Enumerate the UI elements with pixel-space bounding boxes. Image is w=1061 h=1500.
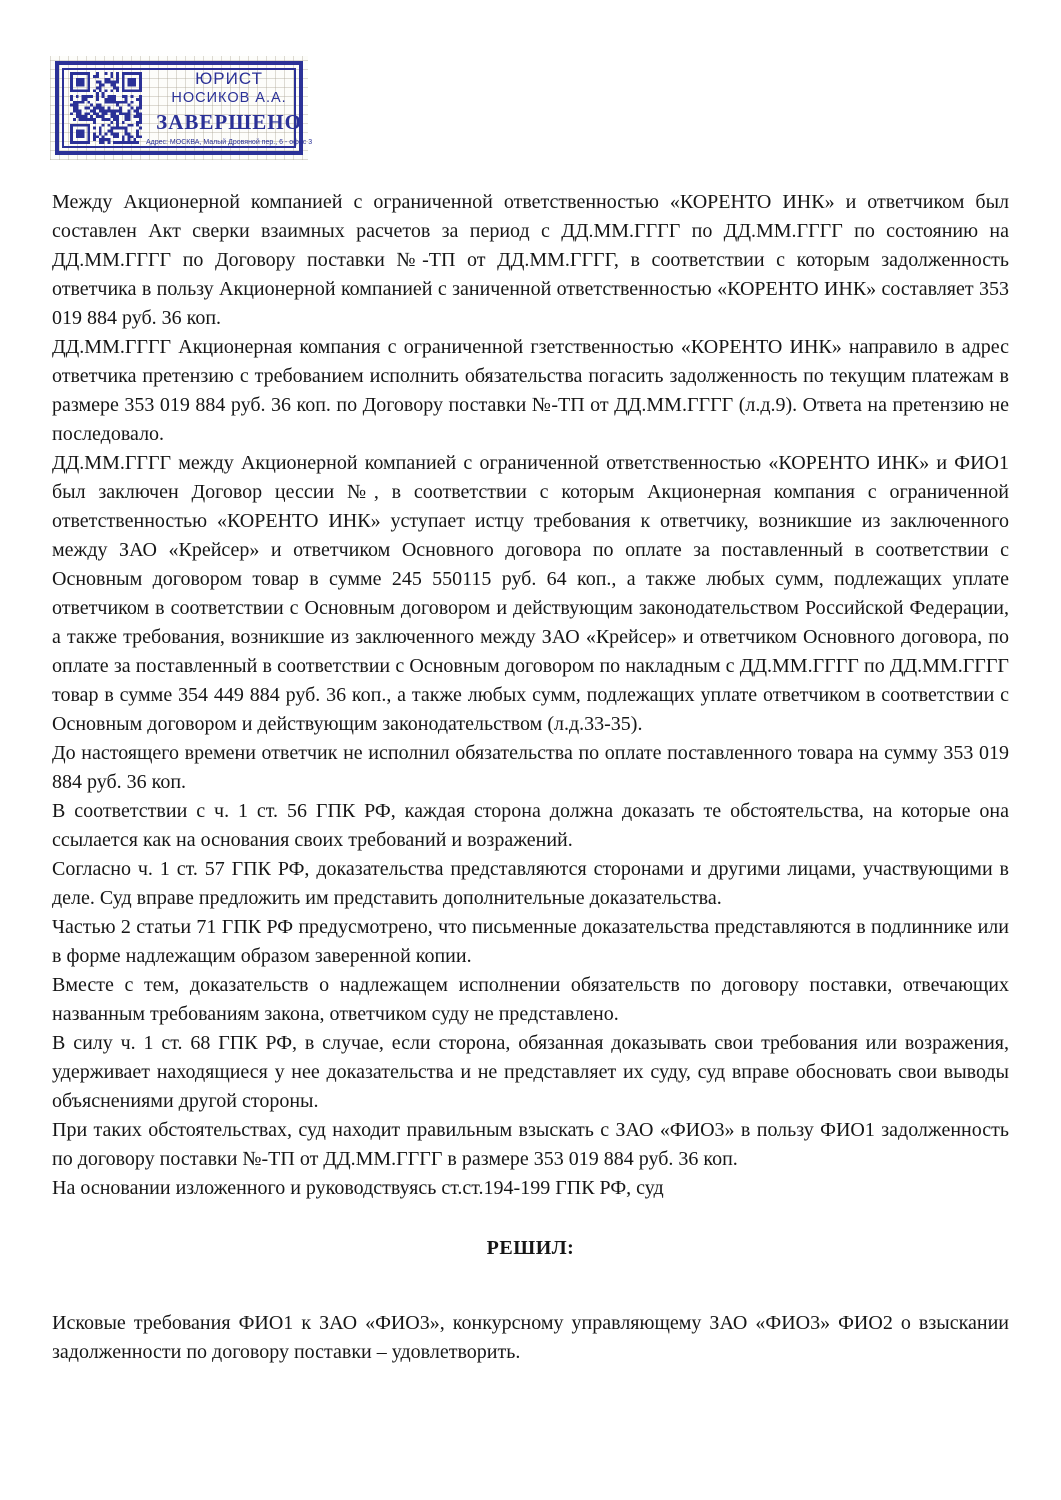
paragraph: Вместе с тем, доказательств о надлежащем исполнении обязательств по договору поставки, отвечающих названным требованиям закона, ответчиком суду не представлено. — [52, 974, 1009, 1025]
paragraph: При таких обстоятельствах, суд находит правильным взыскать с ЗАО «ФИО3» в пользу ФИО1 задолженность по договору поставки №-ТП от ДД.ММ.ГГГГ в размере 353 019 884 руб. 36 коп. — [52, 1119, 1009, 1170]
paragraph: Согласно ч. 1 ст. 57 ГПК РФ, доказательства представляются сторонами и другими лицами, участвующими в деле. Суд вправе предложить им представить дополнительные доказательства. — [52, 858, 1009, 909]
paragraph: В силу ч. 1 ст. 68 ГПК РФ, в случае, если сторона, обязанная доказывать свои требования или возражения, удерживает находящиеся у нее доказательства и не представляет их суду, суд вправе обосновать свои выводы объяснениями другой стороны. — [52, 1032, 1009, 1112]
qr-code-icon — [70, 72, 142, 144]
paragraph: На основании изложенного и руководствуясь ст.ст.194-199 ГПК РФ, суд — [52, 1177, 664, 1199]
stamp-title: ЮРИСТ — [195, 68, 263, 88]
paragraph: ДД.ММ.ГГГГ между Акционерной компанией с ограниченной ответственностью «КОРЕНТО ИНК» и ФИО1 был заключен Договор цессии №, в соответствии с которым Акционерная компания с ограниченной ответственностью «КОРЕНТО ИНК» уступает истцу требования к ответчику, возникшие из заключенного между ЗАО «Крейсер» и ответчиком Основного договора по оплате за поставленный в соответствии с Основным договором товар в сумме 245 550115 руб. 64 коп., а также любых сумм, подлежащих уплате ответчиком в соответствии с Основным договором и действующим законодательством Российской Федерации, а также требования, возникшие из заключенного между ЗАО «Крейсер» и ответчиком Основного договора, по оплате за поставленный в соответствии с Основным договором по накладным с ДД.ММ.ГГГГ по ДД.ММ.ГГГГ товар в сумме 354 449 884 руб. 36 коп., а также любых сумм, подлежащих уплате ответчиком в соответствии с Основным договором и действующим законодательством (л.д.33-35). — [52, 452, 1009, 735]
stamp-text-block — [142, 70, 312, 146]
stamp-address: Адрес: МОСКВА, Малый Дровяной пер., 6 - офис 3 — [146, 138, 313, 146]
stamp-status-badge: ЗАВЕРШЕНО — [156, 110, 302, 135]
resolution-heading: РЕШИЛ: — [486, 1237, 575, 1259]
paragraph: Частью 2 статьи 71 ГПК РФ предусмотрено, что письменные доказательства представляются в подлиннике или в форме надлежащим образом заверенной копии. — [52, 916, 1009, 967]
paragraph: В соответствии с ч. 1 ст. 56 ГПК РФ, каждая сторона должна доказать те обстоятельства, на которые она ссылается как на основания своих требований и возражений. — [52, 800, 1009, 851]
stamp-outer-border — [55, 61, 313, 155]
lawyer-stamp — [50, 56, 313, 160]
stamp-inner-border — [62, 68, 313, 148]
paragraph: До настоящего времени ответчик не исполнил обязательства по оплате поставленного товара на сумму 353 019 884 руб. 36 коп. — [52, 742, 1009, 793]
paragraph: ДД.ММ.ГГГГ Акционерная компания с ограниченной гзетственностью «КОРЕНТО ИНК» направило в адрес ответчика претензию с требованием исполнить обязательства погасить задолженность по текущим платежам в размере 353 019 884 руб. 36 коп. по Договору поставки №-ТП от ДД.ММ.ГГГГ (л.д.9). Ответа на претензию не последовало. — [52, 336, 1009, 445]
resolution-paragraph: Исковые требования ФИО1 к ЗАО «ФИО3», конкурсному управляющему ЗАО «ФИО3» ФИО2 о взыскании задолженности по договору поставки – удовлетворить. — [52, 1312, 1009, 1363]
document-body — [0, 188, 1061, 1367]
stamp-name: НОСИКОВ А.А. — [171, 90, 287, 107]
paragraph: Между Акционерной компанией с ограниченной ответственностью «КОРЕНТО ИНК» и ответчиком был составлен Акт сверки взаимных расчетов за период с ДД.ММ.ГГГГ по ДД.ММ.ГГГГ по состоянию на ДД.ММ.ГГГГ по Договору поставки №-ТП от ДД.ММ.ГГГГ, в соответствии с которым задолженность ответчика в пользу Акционерной компанией с заниченной ответственностью «КОРЕНТО ИНК» составляет 353 019 884 руб. 36 коп. — [52, 191, 1009, 329]
